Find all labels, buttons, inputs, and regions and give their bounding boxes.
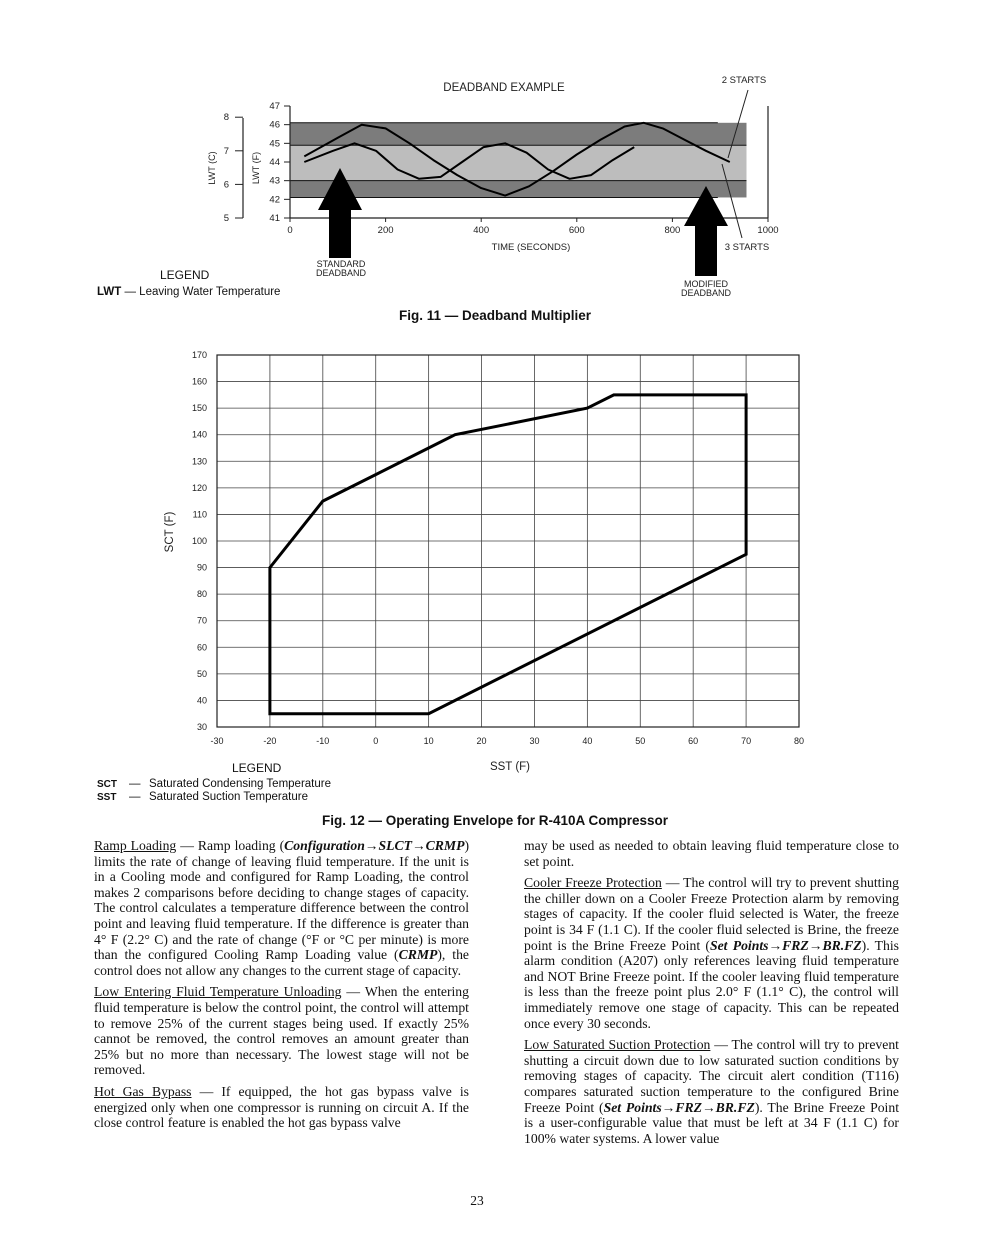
fig12-legend-row-sst	[97, 791, 308, 803]
fig12-y-tick-label: 170	[191, 350, 207, 360]
fig12-x-tick-label: 60	[688, 736, 699, 746]
legend-text-sct: Saturated Condensing Temperature	[149, 778, 331, 790]
operating-envelope-line	[270, 395, 746, 714]
paragraph-cooler-freeze	[524, 875, 899, 1031]
fig12-y-axis-label: SCT (F)	[164, 511, 176, 553]
fig11-title: DEADBAND EXAMPLE	[443, 82, 565, 94]
paragraph-low-entering	[94, 984, 469, 1078]
legend-text-sst: Saturated Suction Temperature	[149, 791, 308, 803]
fig11-caption: Fig. 11 — Deadband Multiplier	[398, 308, 592, 323]
fig12-legend-row-sct	[97, 778, 331, 790]
standard-deadband-label-2: DEADBAND	[315, 268, 367, 278]
low-sat-suction-body-2: ). The Brine Freeze Point is a user-configurable value that must be left at 34 F (1.1 C) for 100% water systems. A lower value	[524, 1099, 899, 1146]
paragraph-hot-gas-bypass	[94, 1084, 469, 1131]
fig11-legend-abbr: LWT	[97, 286, 122, 298]
ramp-crmp: CRMP	[398, 947, 438, 963]
fig12-x-tick-label: 20	[476, 736, 487, 746]
fig11-label-2starts: 2 STARTS	[721, 75, 767, 86]
modified-deadband-label-2: DEADBAND	[680, 288, 732, 298]
fig11-label-3starts: 3 STARTS	[724, 242, 770, 253]
fig12-x-tick-label: 80	[793, 736, 805, 746]
fig12-y-tick-label: 130	[191, 456, 207, 467]
fig11-x-axis-label: TIME (SECONDS)	[491, 242, 571, 253]
fig12-caption: Fig. 12 — Operating Envelope for R-410A Compressor	[321, 813, 669, 828]
fig11-y-tick-label-f: 42	[269, 194, 280, 206]
low-entering-body: — When the entering fluid temperature is below the control point, the control will attempt to remove 25% of the current stages being used. If exactly 25% cannot be removed, the control removes an amount greater than 25% but no more than necessary. The lowest stage will not be removed.	[94, 984, 469, 1078]
fig11-y-tick-label-f: 44	[269, 157, 280, 168]
fig12-y-tick-label: 140	[191, 429, 207, 440]
low-sat-suction-body-1: — The control will try to prevent shutting a circuit down due to low saturated suction conditions by removing stages of capacity. The circuit alert condition (T116) compares saturated suction temperature to the configured Brine Freeze Point (	[524, 1037, 899, 1115]
fig12-y-tick-label: 80	[196, 589, 207, 600]
fig11-y-tick-label-f: 47	[269, 101, 280, 112]
legend-dash-sct: —	[129, 778, 141, 790]
ramp-menu-path: Configuration→SLCT→CRMP	[284, 838, 465, 853]
fig11-y-label-f: LWT (F)	[251, 151, 261, 185]
legend-abbr-sct: SCT	[97, 779, 117, 790]
fig11-y-tick-label-c: 8	[223, 112, 229, 124]
fig12-x-tick-label: 10	[423, 736, 434, 746]
low-sat-suction-path: Set Points→FRZ→BR.FZ	[603, 1099, 755, 1115]
fig11-y-tick-label-f: 41	[269, 213, 280, 224]
fig12-y-tick-label: 50	[196, 668, 207, 679]
fig12-x-tick-label: -30	[210, 736, 224, 746]
fig12-y-tick-label: 70	[196, 615, 207, 626]
fig12-y-tick-label: 100	[191, 536, 207, 546]
modified-deadband-arrow	[684, 186, 728, 276]
fig12-y-tick-label: 40	[196, 695, 207, 706]
fig11-y-tick-label-c: 5	[223, 213, 229, 224]
heading-hot-gas-bypass: Hot Gas Bypass	[94, 1083, 192, 1099]
legend-abbr-sst: SST	[97, 792, 117, 803]
fig11-legend-heading: LEGEND	[160, 268, 210, 282]
fig12-x-tick-label: 30	[529, 736, 540, 746]
text-column-left	[94, 838, 469, 1137]
fig11-y-label-c: LWT (C)	[207, 151, 217, 185]
fig11-y-tick-label-c: 7	[223, 145, 229, 157]
fig11-x-tick-label: 200	[377, 225, 394, 236]
fig11-y-tick-label-f: 46	[269, 119, 280, 131]
ramp-body-2: ), the control does not allow any changes to the current stage of capacity.	[94, 947, 469, 978]
fig12-x-tick-label: 50	[635, 736, 646, 746]
fig11-y-tick-label-c: 6	[223, 179, 229, 191]
ramp-dash: — Ramp loading (	[176, 838, 285, 853]
paragraph-hgb-continued: may be used as needed to obtain leaving fluid temperature close to set point.	[524, 838, 899, 869]
fig11-x-tick-label: 1000	[757, 225, 779, 236]
cooler-freeze-body-2: ). This alarm condition (A207) only references leaving fluid temperature and NOT Brine Freeze point. If the cooler leaving fluid temperature is less than the freeze point plus 2.0° F (1.1° C), the control will immediately remove one stage of capacity. This can be repeated once every 30 seconds.	[524, 937, 899, 1031]
ramp-body-1: ) limits the rate of change of leaving fluid temperature. If the unit is in a Cooling mode and configured for Ramp Loading, the control makes 2 comparisons before deciding to change stages of capacity. The control calculates a temperature difference between the control point and leaving fluid temperature. If the difference is greater than 4° F (2.2° C) and the rate of change (°F or °C per minute) is more than the configured Cooling Ramp Loading value (	[94, 838, 469, 963]
fig11-x-tick-label: 400	[473, 225, 490, 236]
fig11-y-tick-label-f: 43	[269, 175, 280, 187]
fig12-y-tick-label: 120	[191, 482, 207, 493]
fig11-x-tick-label: 600	[568, 225, 585, 236]
cooler-freeze-body-1: — The control will try to prevent shutting the chiller down on a Cooler Freeze Protection alarm by removing stages of capacity. If the cooler fluid selected is Water, the freeze point is 34 F (1.1 C). If the cooler fluid selected is Brine, the freeze point is the Brine Freeze Point (	[524, 875, 899, 953]
fig12-legend-heading: LEGEND	[232, 761, 282, 775]
fig11-legend-text: — Leaving Water Temperature	[121, 286, 281, 298]
fig12-y-tick-label: 30	[196, 722, 207, 732]
paragraph-ramp-loading	[94, 838, 469, 978]
legend-dash-sst: —	[129, 791, 141, 803]
fig12-y-tick-label: 150	[191, 403, 207, 414]
fig12-x-tick-label: 0	[373, 736, 379, 746]
standard-deadband-band	[290, 145, 746, 180]
page-number: 23	[470, 1193, 484, 1208]
fig11-x-tick-label: 0	[287, 225, 293, 236]
heading-cooler-freeze: Cooler Freeze Protection	[524, 875, 662, 891]
fig12-y-tick-label: 110	[192, 509, 207, 520]
fig12-x-tick-label: 40	[582, 736, 593, 746]
text-column-right	[524, 838, 899, 1152]
modified-deadband-label-1: MODIFIED	[684, 279, 728, 289]
standard-deadband-label-1: STANDARD	[316, 259, 366, 269]
paragraph-low-sat-suction	[524, 1037, 899, 1146]
fig12-y-tick-label: 90	[196, 562, 207, 573]
fig12-x-axis-label: SST (F)	[489, 761, 531, 773]
fig11-y-tick-label-f: 45	[269, 138, 280, 150]
heading-ramp-loading: Ramp Loading	[94, 838, 177, 853]
fig12-x-tick-label: 70	[741, 736, 752, 746]
cooler-freeze-path: Set Points→FRZ→BR.FZ	[709, 937, 862, 953]
heading-low-sat-suction: Low Saturated Suction Protection	[524, 1037, 711, 1053]
fig11-x-tick-label: 800	[664, 225, 681, 236]
fig11-chart	[0, 0, 954, 310]
fig12-x-tick-label: -20	[263, 736, 277, 746]
fig12-x-tick-label: -10	[316, 736, 330, 746]
hot-gas-bypass-body: — If equipped, the hot gas bypass valve is energized only when one compressor is running on circuit A. If the close control feature is enabled the hot gas bypass valve	[94, 1083, 469, 1131]
fig12-y-tick-label: 60	[196, 642, 207, 653]
fig12-y-tick-label: 160	[191, 376, 207, 387]
heading-low-entering: Low Entering Fluid Temperature Unloading	[94, 984, 342, 1000]
fig11-legend-entry	[97, 286, 280, 298]
